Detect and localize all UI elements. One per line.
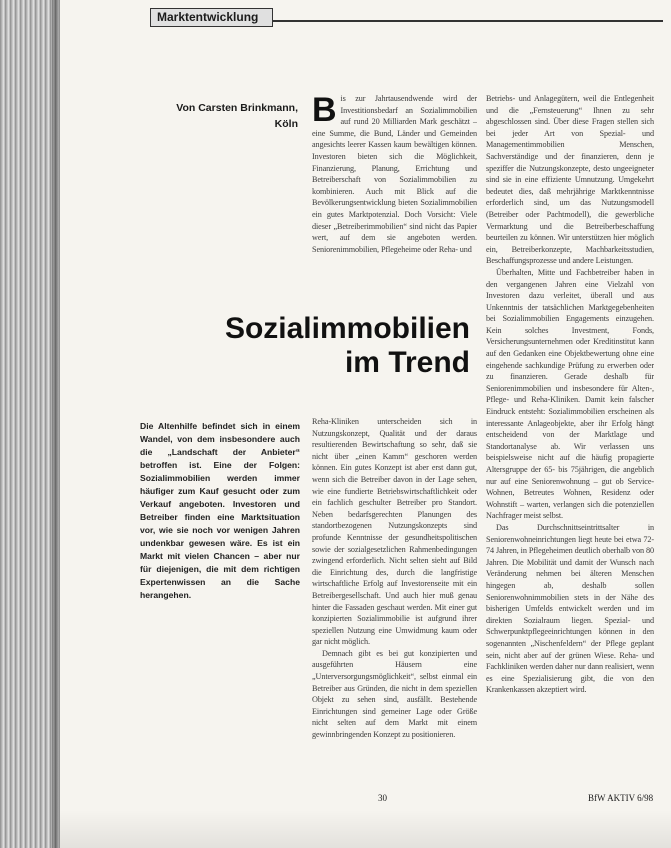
magazine-issue: BfW AKTIV 6/98 [588,793,654,803]
byline-author: Von Carsten Brinkmann, [176,102,298,114]
paragraph: Reha-Kliniken unterscheiden sich in Nutzungskonzept, Qualität und der daraus resultierenden Bewirtschaftung so sehr, daß sie nicht über „einen Kamm“ geschoren werden können. Ein gutes Konzept ist aber erst dann gut, wenn sich die Betreiber davon in der Lage sehen, wie eine fundierte Betriebswirtschaftlichkeit oder ein fachlich geschulter Betreiber pro Standort. Neben bedarfsgerechten Planungen des standortbezogenen Nutzungskonzepts sind profunde Kenntnisse der gesundheitspolitischen sowie der sozialgesetzlichen Rahmenbedingungen zwingend erforderlich. Nicht selten sieht auf Bild die Einrichtung des, durch die langfristige wirtschaftliche Erfolg auf Investorenseite mit ein Betreibergesellschaft. Und auch hier muß genau hinter die Fassaden geschaut werden. Mit einer gut konzipierten Sozialimmobilie ist aufgrund ihrer speziellen Nutzung eine Umwidmung kaum oder gar nicht möglich. [312,417,477,647]
header-rule [273,20,663,22]
paragraph: Überhalten, Mitte und Fachbetreiber haben in den vergangenen Jahren eine Vielzahl von Investoren dazu verleitet, überall und aus Unkenntnis der tatsächlichen Marktgegebenheiten bei Sozialimmobilien Engagements einzugehen. Kein solches Investment, Fonds, Versicherungsunternehmen oder Kreditinstitut kann auf den Gedanken eine Objektbewertung ohne eine eingehende sachkundige Prüfung zu erwerben oder zu finanzieren. Gerade deshalb für Seniorenimmobilien und insbesondere für Alten-, Pflege- und Reha-Kliniken. Damit kein falscher Eindruck entsteht: Sozialimmobilien erscheinen als interessante Anlageobjekte, aber ihr Erfolg hängt entscheidend von der Marktlage und Standortanalyse ab. Wir verlassen uns beispielsweise nicht auf die häufig propagierte Altersgruppe der 65- bis 75jährigen, die angeblich nur auf eine Seniorenwohnung – gut ob Service-Wohnen, Betreutes Wohnen, Residenz oder Wohnstift – warten, verlangen sich die potenziellen Nachfrager meist selbst. [486,267,654,521]
page-shadow [60,810,671,848]
section-label: Marktentwicklung [150,8,273,27]
article-headline [160,312,470,380]
paragraph: Demnach gibt es bei gut konzipierten und ausgeführten Häusern eine „Unterversorgungsmöglichkeit“, selbst einmal ein Betreiber aus Gründen, die nicht in dem speziellen Objekt zu sehen sind, ausfällt. Bestehende Einrichtungen sind gemeiner Lage oder Größe nicht selten auf dem Markt mit einem gewinnbringenden Konzept zu positionieren. [312,648,477,740]
article-column-3 [486,93,654,845]
article-column-2 [312,416,477,794]
headline-line-2: im Trend [344,346,470,379]
headline-line-1: Sozialimmobilien [224,312,470,345]
column-1-text: is zur Jahrtausendwende wird der Investitionsbedarf an Sozialimmobilien auf rund 20 Milliarden Mark geschätzt – eine Summe, die Bund, Länder und Gemeinden angesichts leerer Kassen kaum bewältigen können. Investoren bieten sich die Möglichkeit, Finanzierung, Planung, Errichtung und Betreiberschaft von Sozialimmobilien zu kombinieren. Auch mit Blick auf die Bevölkerungsentwicklung bieten Sozialimmobilien ein gutes Marktpotenzial. Doch Vorsicht: Viele dieser „Betreiberimmobilien“ sind nicht das Papier wert, auf dem sie angeboten werden. Seniorenimmobilien, Pflegeheime oder Reha- und [312,94,477,254]
article-column-1 [312,93,477,288]
page-number: 30 [378,793,387,803]
paragraph: Das Durchschnittseintrittsalter in Seniorenwohneinrichtungen liegt heute bei etwa 72-74 Jahren, in Pflegeheimen deutlich oberhalb von 80 Jahren. Die Mobilität und damit der Wunsch nach Veränderung nehmen bei älteren Menschen hingegen ab, deshalb sollen Seniorenwohnimmobilien stets in der Nähe des bisherigen Umfelds entwickelt werden und im direkten Sozialraum liegen. Spezial- und Schwerpunktpflegeeinrichtungen können in den sogenannten „Nischenfeldern“ der Pflege geplant sein, nicht aber auf der grünen Wiese. Reha- und Fachkliniken werden daher nur dann realisiert, wenn es eine Spezialisierung gibt, die von den Krankenkassen akzeptiert wird. [486,522,654,695]
byline-city: Köln [274,118,298,130]
byline [150,100,298,132]
paragraph: Betriebs- und Anlagegütern, weil die Entlegenheit und die „Fernsteuerung“ Ihnen zu sehr abgeschlossen sind. Über diese Fragen stellen sich bei jeder Art von Spezial- und Managementimmobilien Menschen, Sachverständige und der finanzieren, denn je speziffer die Nutzungskonzepte, desto ungeeigneter sind sie in eine effiziente Umnutzung. Umgekehrt bedeutet dies, daß mehrjährige Marktkenntnisse erforderlich sind, um das Nutzungsmodell (Betreiber oder Pachtmodell), die gewerbliche Vermarktung und die Betreiberbeschaffung beurteilen zu können. Wir unterstützen hier möglich ein, Betreiberkonzepte, Machbarkeitsstudien, Beschaffungsprozesse und andere Leistungen. [486,94,654,266]
article-lede: Die Altenhilfe befindet sich in einem Wandel, von dem insbesondere auch die „Landschaft der Anbieter“ betroffen ist. Eine der Folgen: Sozialimmobilien werden immer häufiger zum Kauf gesucht oder zum Verkauf angeboten. Investoren und Betreiber finden eine Marktsituation vor, wie sie noch vor wenigen Jahren undenkbar gewesen wäre. Es ist ein Markt mit vielen Chancen – aber nur für diejenigen, die mit dem richtigen Expertenwissen an die Sache herangehen. [140,421,300,600]
drop-cap: B [312,93,337,129]
book-page-edges [0,0,60,848]
